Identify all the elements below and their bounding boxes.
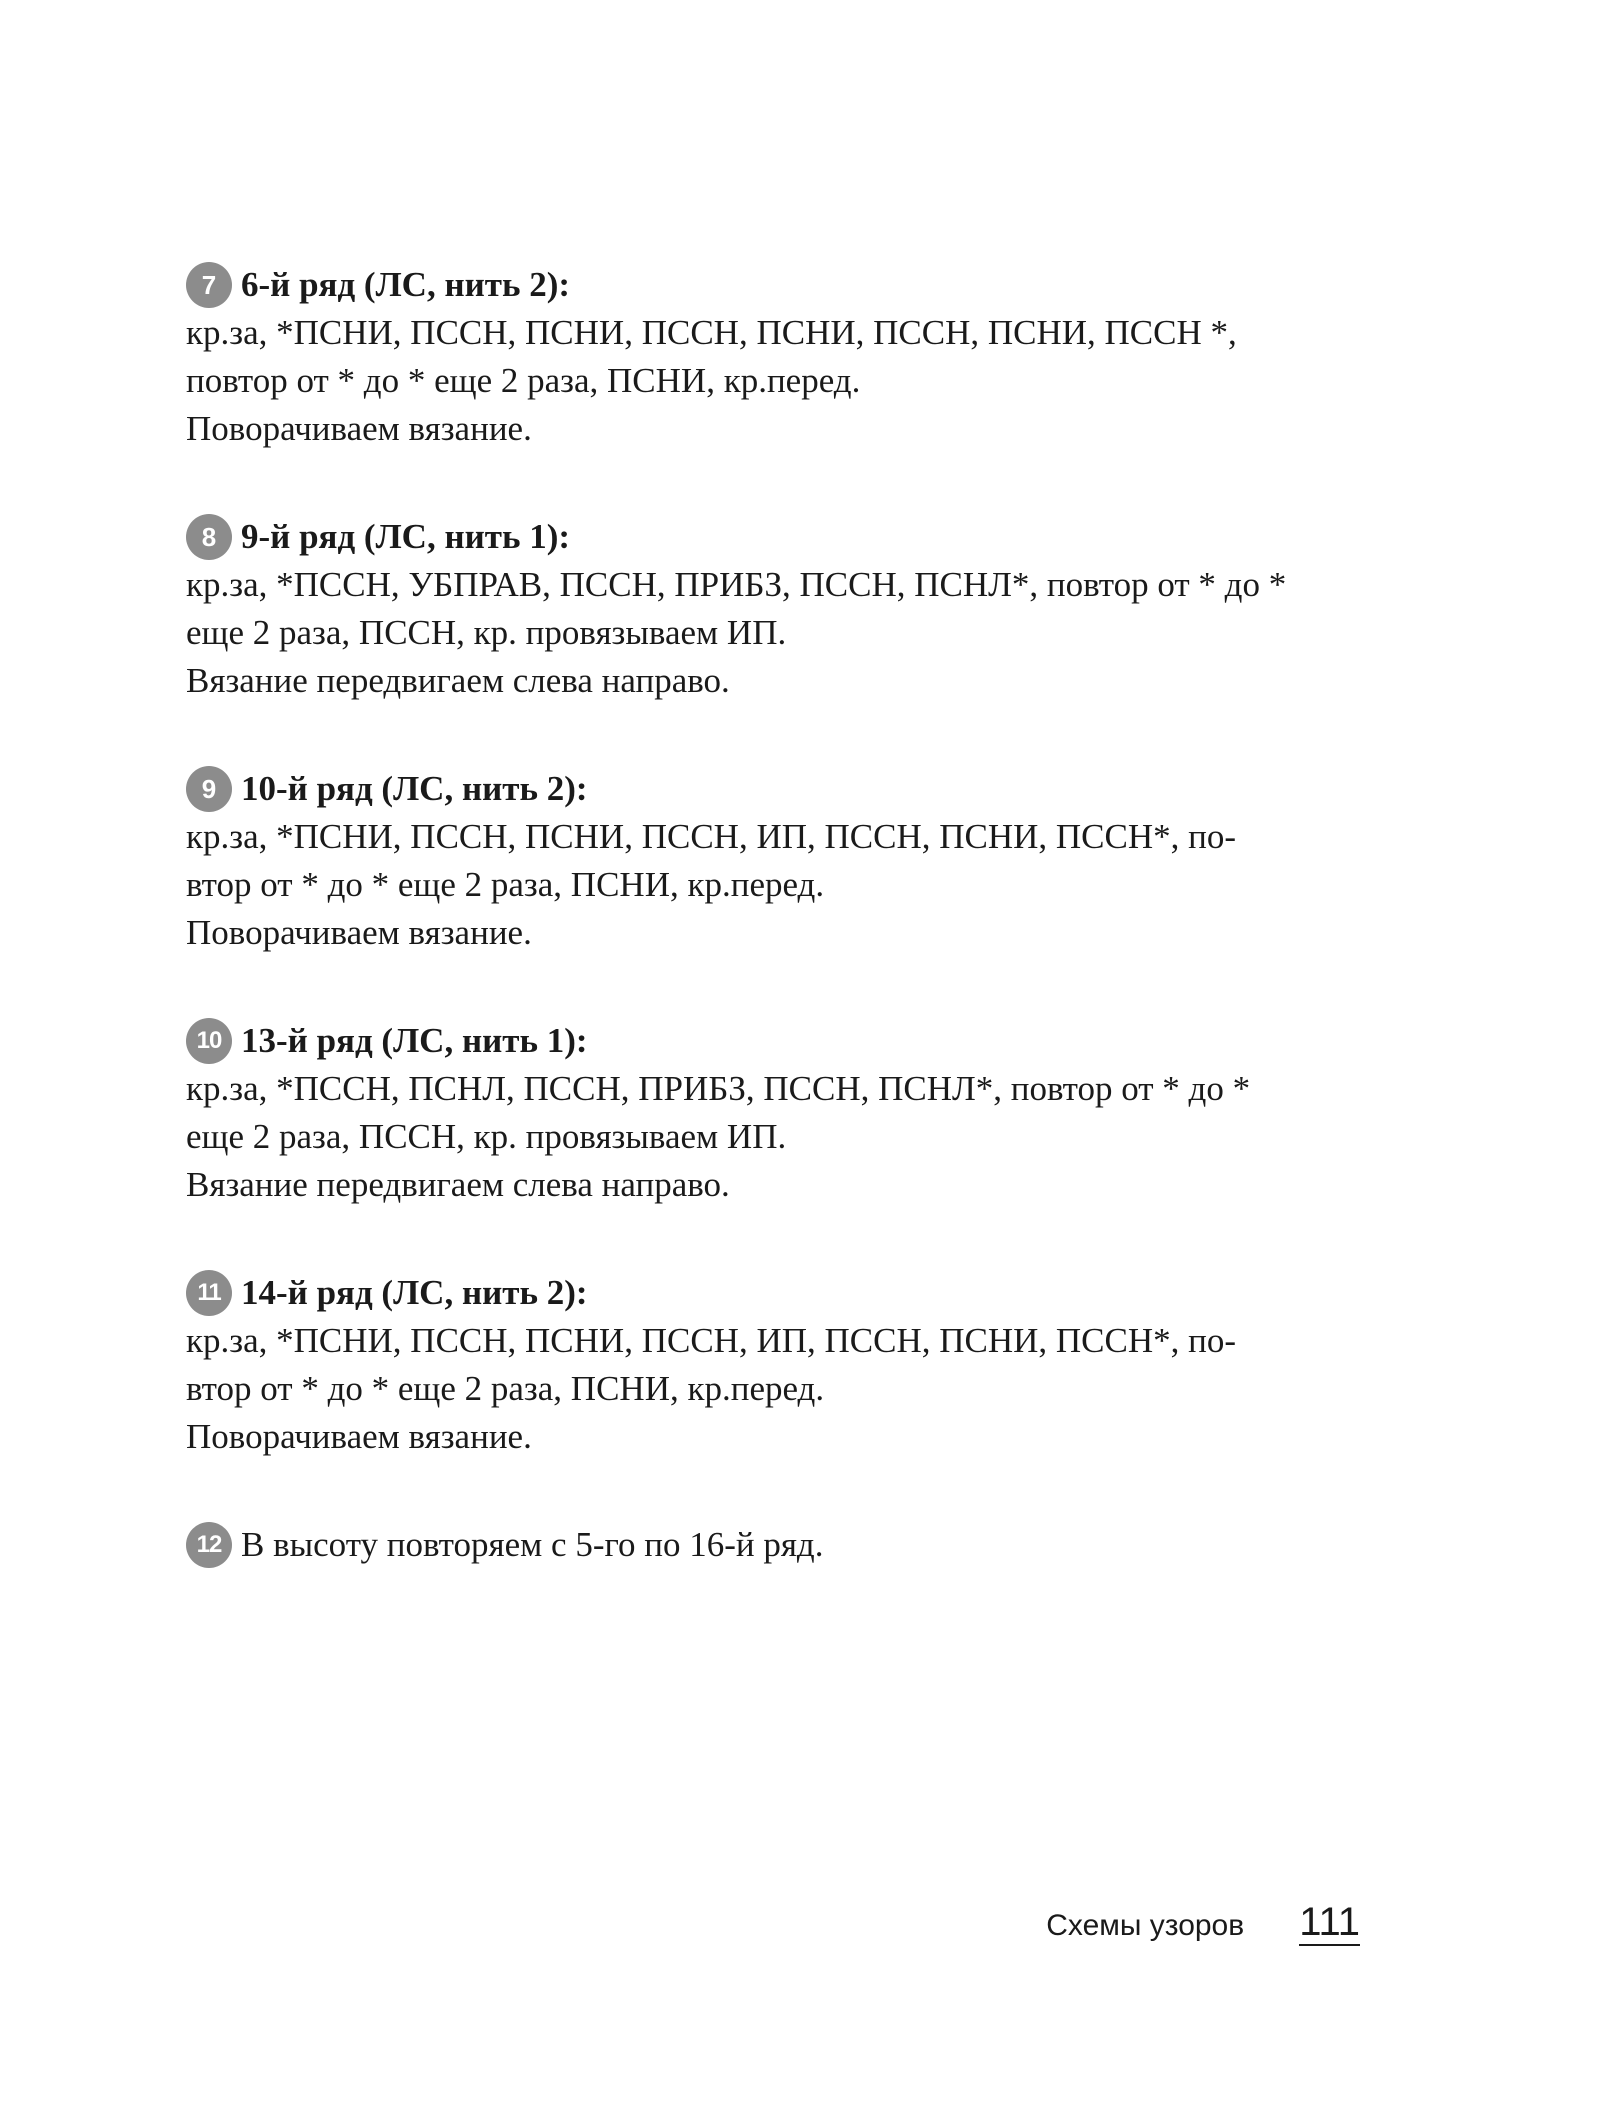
- step-11: [186, 1269, 1361, 1461]
- footer-section-title: Схемы узоров: [1046, 1909, 1245, 1942]
- step-8: [186, 513, 1361, 705]
- step-line: втор от * до * еще 2 раза, ПСНИ, кр.перед.: [186, 865, 825, 904]
- step-line: кр.за, *ПСНИ, ПССН, ПСНИ, ПССН, ИП, ПССН, ПСНИ, ПССН*, по-: [186, 817, 1237, 856]
- step-line: кр.за, *ПСНИ, ПССН, ПСНИ, ПССН, ПСНИ, ПССН, ПСНИ, ПССН *,: [186, 313, 1237, 352]
- step-line: Вязание передвигаем слева направо.: [186, 1165, 730, 1204]
- step-number-badge: 10: [186, 1018, 232, 1064]
- page-footer: [1046, 1900, 1360, 1946]
- step-heading: [186, 1269, 1361, 1317]
- step-12: [186, 1521, 1361, 1569]
- step-number-badge: 9: [186, 766, 232, 812]
- step-line: Вязание передвигаем слева направо.: [186, 661, 730, 700]
- step-heading: [186, 513, 1361, 561]
- step-number-badge: 8: [186, 514, 232, 560]
- step-line: кр.за, *ПСНИ, ПССН, ПСНИ, ПССН, ИП, ПССН, ПСНИ, ПССН*, по-: [186, 1321, 1237, 1360]
- final-step-text: В высоту повторяем с 5-го по 16-й ряд.: [241, 1525, 824, 1564]
- step-number-badge: 7: [186, 262, 232, 308]
- step-line: еще 2 раза, ПССН, кр. провязываем ИП.: [186, 1117, 787, 1156]
- page-content: [186, 261, 1361, 1629]
- step-heading: [186, 261, 1361, 309]
- step-9: [186, 765, 1361, 957]
- step-heading-text: 13-й ряд (ЛС, нить 1):: [241, 1021, 588, 1060]
- step-number-badge: 12: [186, 1522, 232, 1568]
- step-heading: [186, 1017, 1361, 1065]
- step-number-badge: 11: [186, 1270, 232, 1316]
- step-heading-text: 6-й ряд (ЛС, нить 2):: [241, 265, 571, 304]
- step-line: Поворачиваем вязание.: [186, 409, 532, 448]
- step-line: Поворачиваем вязание.: [186, 913, 532, 952]
- step-heading-text: 9-й ряд (ЛС, нить 1):: [241, 517, 571, 556]
- step-10: [186, 1017, 1361, 1209]
- step-line: еще 2 раза, ПССН, кр. провязываем ИП.: [186, 613, 787, 652]
- step-heading-text: 10-й ряд (ЛС, нить 2):: [241, 769, 588, 808]
- step-heading: [186, 765, 1361, 813]
- page-number: 111: [1299, 1900, 1360, 1944]
- step-line: кр.за, *ПССН, ПСНЛ, ПССН, ПРИБЗ, ПССН, ПСНЛ*, повтор от * до *: [186, 1069, 1251, 1108]
- step-line: Поворачиваем вязание.: [186, 1417, 532, 1456]
- step-line: втор от * до * еще 2 раза, ПСНИ, кр.перед.: [186, 1369, 825, 1408]
- step-heading: [186, 1521, 1361, 1569]
- step-line: кр.за, *ПССН, УБПРАВ, ПССН, ПРИБЗ, ПССН, ПСНЛ*, повтор от * до *: [186, 565, 1287, 604]
- step-7: [186, 261, 1361, 453]
- step-line: повтор от * до * еще 2 раза, ПСНИ, кр.перед.: [186, 361, 861, 400]
- step-heading-text: 14-й ряд (ЛС, нить 2):: [241, 1273, 588, 1312]
